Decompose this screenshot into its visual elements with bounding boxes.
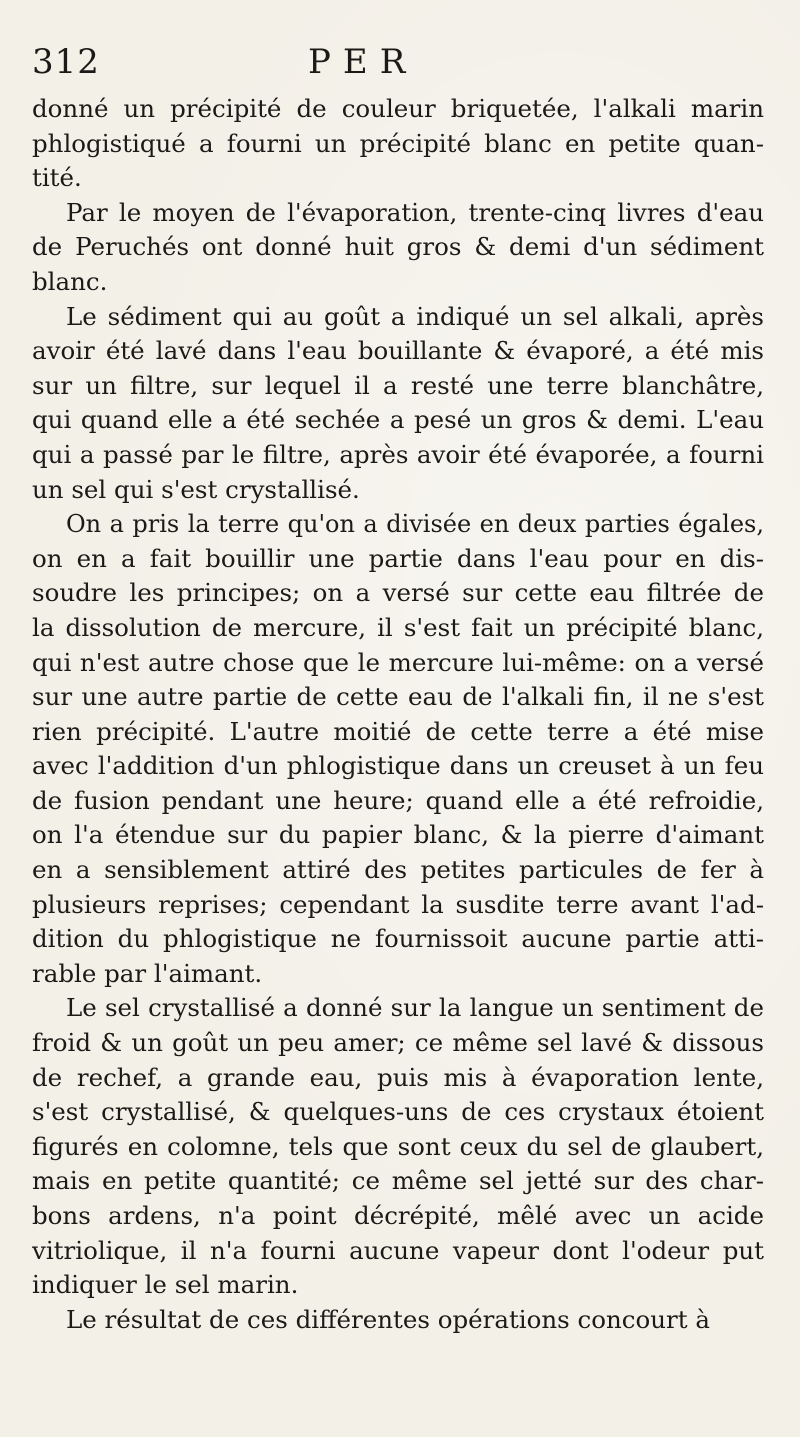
text-line: phlogistiqué a fourni un précipité blanc en petite quan-: [32, 128, 764, 158]
text-line: qui quand elle a été sechée a pesé un gros & demi. L'eau: [32, 405, 764, 435]
text-line: Par le moyen de l'évaporation, trente-cinq livres d'eau: [66, 197, 764, 227]
text-line: qui a passé par le filtre, après avoir été évaporée, a fourni: [32, 439, 764, 469]
text-line: Le résultat de ces différentes opérations concourt à: [66, 1304, 710, 1334]
text-line: avoir été lavé dans l'eau bouillante & évaporé, a été mis: [32, 336, 764, 366]
text-line: tité.: [32, 163, 82, 193]
text-line: figurés en colomne, tels que sont ceux du sel de glaubert,: [32, 1131, 764, 1161]
paragraph: [32, 92, 764, 196]
text-line: s'est crystallisé, & quelques-uns de ces crystaux étoient: [32, 1097, 764, 1127]
text-line: bons ardens, n'a point décrépité, mêlé avec un acide: [32, 1201, 764, 1230]
text-line: donné un précipité de couleur briquetée, l'alkali marin: [32, 94, 764, 123]
text-line: en a sensiblement attiré des petites particules de fer à: [32, 855, 764, 885]
paragraph: [32, 991, 764, 1302]
text-line: qui n'est autre chose que le mercure lui-même: on a versé: [32, 647, 764, 677]
text-line: rien précipité. L'autre moitié de cette terre a été mise: [32, 716, 764, 746]
text-line: sur une autre partie de cette eau de l'alkali fin, il ne s'est: [32, 682, 764, 712]
text-line: mais en petite quantité; ce même sel jetté sur des char-: [32, 1166, 764, 1196]
text-line: plusieurs reprises; cependant la susdite terre avant l'ad-: [32, 889, 764, 919]
text-line: on en a fait bouillir une partie dans l'eau pour en dis-: [32, 543, 764, 573]
text-line: rable par l'aimant.: [32, 958, 263, 988]
text-line: Le sédiment qui au goût a indiqué un sel alkali, après: [66, 301, 764, 331]
text-line: On a pris la terre qu'on a divisée en deux parties égales,: [66, 510, 764, 539]
running-head: PER: [308, 42, 418, 82]
text-line: soudre les principes; on a versé sur cette eau filtrée de: [32, 578, 764, 608]
paragraph: [32, 1303, 764, 1338]
text-line: froid & un goût un peu amer; ce même sel lavé & dissous: [32, 1028, 764, 1058]
paragraph: [32, 300, 764, 508]
text-line: de rechef, a grande eau, puis mis à évaporation lente,: [32, 1062, 764, 1092]
text-line: de Peruchés ont donné huit gros & demi d'un sédiment: [32, 232, 764, 262]
page-header: [32, 42, 772, 92]
paragraph: [32, 196, 764, 300]
body-text: [32, 92, 764, 1337]
text-line: de fusion pendant une heure; quand elle a été refroidie,: [32, 785, 764, 815]
text-line: Le sel crystallisé a donné sur la langue un sentiment de: [66, 993, 764, 1023]
text-line: dition du phlogistique ne fournissoit aucune partie atti-: [32, 924, 764, 954]
text-line: la dissolution de mercure, il s'est fait un précipité blanc,: [32, 612, 764, 642]
text-line: vitriolique, il n'a fourni aucune vapeur dont l'odeur put: [32, 1235, 764, 1265]
text-line: blanc.: [32, 266, 108, 296]
text-line: un sel qui s'est crystallisé.: [32, 474, 360, 504]
paragraph: [32, 507, 764, 991]
page-number: 312: [32, 42, 100, 82]
text-line: on l'a étendue sur du papier blanc, & la pierre d'aimant: [32, 820, 764, 850]
text-line: sur un filtre, sur lequel il a resté une terre blanchâtre,: [32, 370, 764, 400]
text-line: indiquer le sel marin.: [32, 1270, 299, 1300]
text-line: avec l'addition d'un phlogistique dans un creuset à un feu: [32, 751, 764, 781]
